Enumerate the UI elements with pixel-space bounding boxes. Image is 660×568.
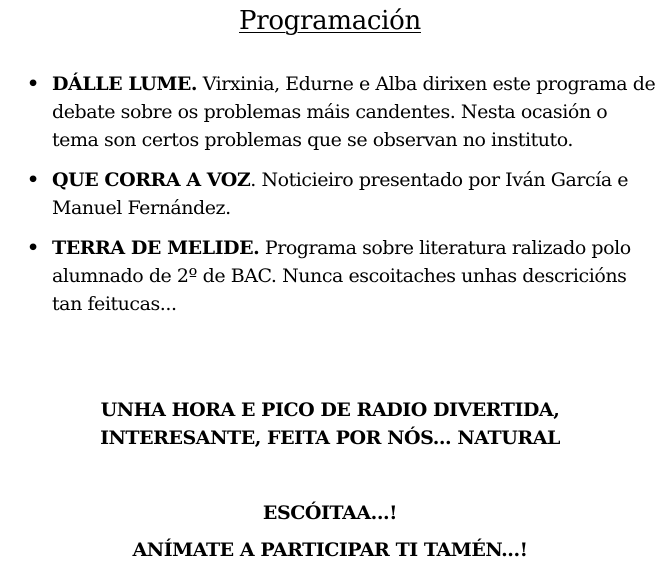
slogan-line-1: UNHA HORA E PICO DE RADIO DIVERTIDA, — [100, 399, 560, 421]
program-item-que-corra-a-voz — [0, 166, 660, 222]
bullet-icon: • — [27, 169, 39, 191]
program-description: Virxinia, Edurne e Alba dirixen este programa de debate sobre os problemas máis candentes. Nesta ocasión o tema son certos problemas que se observan no instituto. — [52, 73, 656, 151]
call-to-action-line-1: ESCÓITAA...! — [262, 502, 398, 524]
program-item-dalle-lume — [0, 70, 660, 154]
slogan-line-2: INTERESANTE, FEITA POR NÓS... NATURAL — [100, 427, 560, 449]
bullet-icon: • — [27, 237, 39, 259]
program-description: . Noticieiro presentado por Iván García e Manuel Fernández. — [52, 169, 629, 219]
call-to-action-line-2: ANÍMATE A PARTICIPAR TI TAMÉN...! — [132, 539, 528, 561]
program-list — [0, 70, 660, 330]
page-title: Programación — [239, 6, 421, 36]
program-description: Programa sobre literatura ralizado polo alumnado de 2º de BAC. Nunca escoitaches unhas descricións tan feitucas... — [52, 237, 631, 315]
program-name: TERRA DE MELIDE. — [52, 237, 260, 259]
program-name: QUE CORRA A VOZ — [52, 169, 251, 191]
program-name: DÁLLE LUME. — [52, 73, 198, 95]
bullet-icon: • — [27, 73, 39, 95]
program-item-terra-de-melide — [0, 234, 660, 318]
